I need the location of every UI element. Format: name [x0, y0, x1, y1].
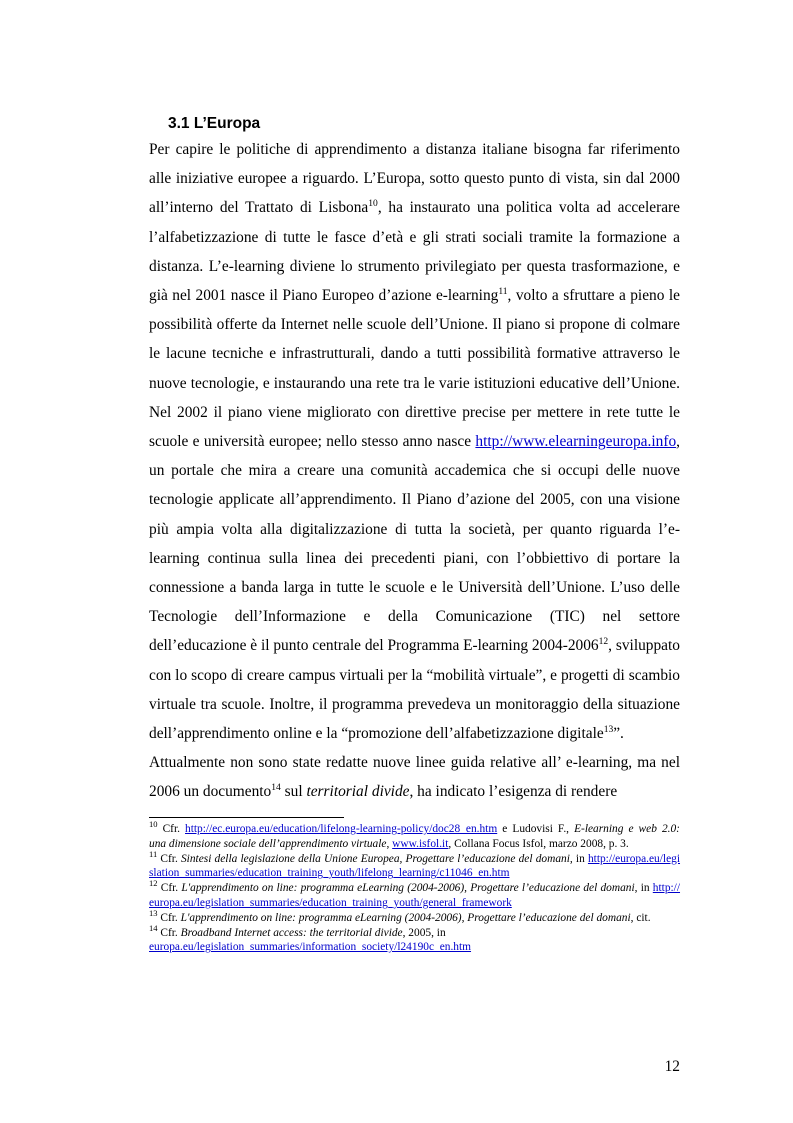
footnote-separator — [149, 817, 344, 818]
footnote-14 — [149, 922, 680, 956]
footnote-text: Cfr. — [157, 911, 181, 924]
footnote-title: Broadband Internet access: the territorial divide — [180, 926, 403, 939]
footnote-link[interactable]: http://europa.eu/legislation_summaries/education_training_youth/general_framework — [149, 882, 681, 909]
footnote-text: , in — [634, 882, 653, 895]
footnote-text: Cfr. — [157, 852, 181, 865]
footnote-link[interactable]: www.isfol.it — [392, 837, 449, 850]
footnotes — [149, 819, 681, 955]
footnote-title: E-learning e web 2.0: una dimensione sociale dell’apprendimento virtuale — [149, 823, 680, 850]
footnote-text: , — [386, 837, 393, 850]
italic-term: territorial divide — [306, 783, 410, 801]
text-run: Per capire le politiche di apprendimento a distanza italiane bisogna far riferimento alle iniziative europee a riguardo. L’Europa, sotto questo punto di vista, sin dal 2000 all’interno del Trattato di Lisbona — [149, 141, 680, 217]
footnote-ref-11: 11 — [498, 285, 508, 297]
footnote-text: in — [572, 852, 588, 865]
footnote-number: 12 — [149, 878, 158, 889]
footnote-link[interactable]: http://ec.europa.eu/education/lifelong-learning-policy/doc28_en.htm — [185, 823, 498, 835]
text-run: sul — [280, 783, 307, 801]
footnote-text: , Collana Focus Isfol, marzo 2008, p. 3. — [448, 837, 629, 850]
footnote-ref-10: 10 — [368, 198, 378, 210]
footnote-title: L'apprendimento on line: programma eLearning (2004-2006), Progettare l’educazione del domani — [180, 911, 631, 924]
text-run: ”. — [613, 725, 624, 743]
paragraph-1 — [149, 135, 680, 748]
footnote-ref-13: 13 — [603, 723, 614, 735]
footnote-12 — [149, 878, 681, 911]
footnote-10 — [149, 819, 680, 852]
text-run: , un portale che mira a creare una comunità accademica che si occupi delle nuove tecnologie applicate all’apprendimento. Il Piano d’azione del 2005, con una visione più ampia volta alla digitalizzazione di tutta la società, per quanto riguarda l’e-learning continua sulla linea dei precedenti piani, con l’obbiettivo di portare la connessione a banda larga in tutte le scuole e le Università dell’Unione. L’uso delle Tecnologie dell’Informazione e della Comunicazione (TIC) nel settore dell’educazione è il punto centrale del Programma E-learning 2004-2006 — [149, 433, 680, 655]
text-run: , ha indicato l’esigenza di rendere — [409, 783, 618, 801]
text-run: , sviluppato con lo scopo di creare campus virtuali per la “mobilità virtuale”, e progetti di scambio virtuale tra scuole. Inoltre, il programma prevedeva un monitoraggio della situazione dell’apprendimento online e la “promozione dell’alfabetizzazione digitale — [149, 637, 680, 743]
text-run: , volto a sfruttare a pieno le possibilità offerte da Internet nelle scuole dell’Unione. Il piano si propone di colmare le lacune tecniche e infrastrutturali, dando a tutti possibilità formative attraverso le nuove tecnologie, e instaurando una rete tra le varie istituzioni educative dell’Unione. Nel 2002 il piano viene migliorato con direttive precise per mettere in rete tutte le scuole e università europee; nello stesso anno nasce — [149, 287, 680, 451]
footnote-text: e Ludovisi F., — [497, 823, 575, 835]
text-run: Attualmente non sono state redatte nuove linee guida relative all’ e-learning, ma nel 2006 un documento — [149, 754, 680, 801]
paragraph-2 — [149, 748, 680, 806]
footnote-number: 13 — [149, 907, 158, 918]
footnote-text: , cit. — [630, 911, 651, 924]
footnote-text: Cfr. — [157, 823, 186, 835]
footnote-text: , 2005, in — [402, 926, 446, 939]
section-heading: 3.1 L’Europa — [168, 115, 261, 132]
body-text — [149, 135, 680, 807]
footnote-title: Sintesi della legislazione della Unione Europea, Progettare l’educazione del domani, — [180, 852, 573, 865]
text-run: , ha instaurato una politica volta ad accelerare l’alfabetizzazione di tutte le fasce d’età e gli strati sociali tramite la formazione a distanza. L’e-learning diviene lo strumento privilegiato per questa trasformazione, e già nel 2001 nasce il Piano Europeo d’azione e-learning — [149, 199, 680, 305]
elearningeuropa-link[interactable]: http://www.elearningeuropa.info — [475, 433, 677, 451]
footnote-number: 11 — [149, 848, 158, 859]
footnote-11 — [149, 848, 681, 882]
footnote-ref-14: 14 — [271, 782, 281, 794]
footnote-link[interactable]: http://europa.eu/legislation_summaries/education_training_youth/lifelong_learning/c11046_en.htm — [149, 852, 681, 880]
page-number: 12 — [664, 1058, 680, 1075]
footnote-text: Cfr. — [157, 926, 181, 939]
footnote-13 — [149, 907, 680, 926]
footnote-number: 10 — [149, 819, 158, 830]
footnote-text: Cfr. — [157, 882, 182, 895]
footnote-link[interactable]: europa.eu/legislation_summaries/information_society/l24190c_en.htm — [149, 941, 472, 954]
footnote-ref-12: 12 — [598, 636, 609, 648]
footnote-number: 14 — [149, 922, 158, 933]
footnote-title: L'apprendimento on line: programma eLearning (2004-2006), Progettare l’educazione del domani — [181, 882, 635, 895]
